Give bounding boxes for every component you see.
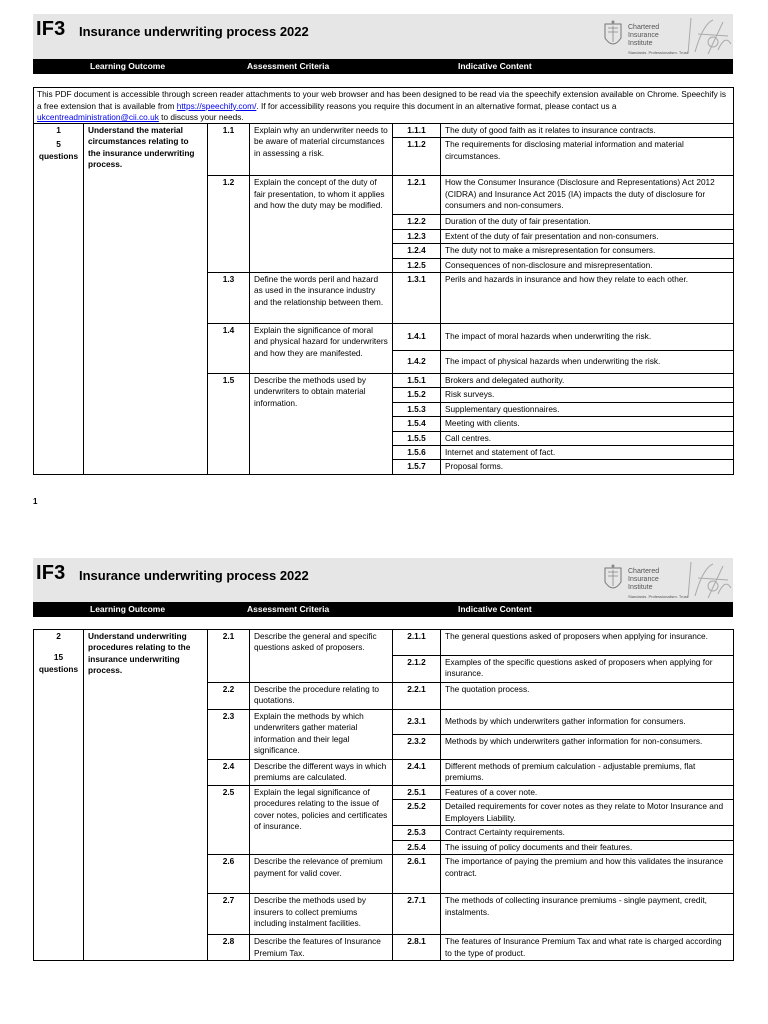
column-header-band	[33, 59, 733, 74]
learning-outcome-number	[34, 124, 84, 475]
content-number: 2.2.1	[393, 683, 441, 710]
content-number: 1.2.2	[393, 215, 441, 229]
criterion-text: Explain the significance of moral and physical hazard for underwriters and how they are manifested.	[250, 324, 393, 374]
content-text: The importance of paying the premium and how this validates the insurance contract.	[441, 855, 734, 894]
criterion-number: 2.3	[208, 710, 250, 760]
criterion-number: 2.7	[208, 894, 250, 935]
intro-notice	[33, 87, 734, 125]
content-text: The duty of good faith as it relates to insurance contracts.	[441, 124, 734, 138]
criterion-number: 2.2	[208, 683, 250, 710]
content-number: 2.4.1	[393, 760, 441, 786]
content-text: Detailed requirements for cover notes as they relate to Motor Insurance and Employers Liability.	[441, 800, 734, 826]
content-number: 2.7.1	[393, 894, 441, 935]
content-text: The issuing of policy documents and their features.	[441, 840, 734, 854]
content-number: 2.3.1	[393, 710, 441, 735]
content-number: 1.1.2	[393, 138, 441, 176]
decorative-sketch-icon	[683, 14, 733, 58]
learning-outcome-text: Understand the material circumstances relating to the insurance underwriting process.	[84, 124, 208, 475]
col-assessment-criteria: Assessment Criteria	[247, 604, 330, 614]
content-number: 1.5.1	[393, 374, 441, 388]
content-text: The duty not to make a misrepresentation for consumers.	[441, 244, 734, 258]
criterion-text: Define the words peril and hazard as used in the insurance industry and the relationship between them.	[250, 273, 393, 324]
criterion-text: Explain the concept of the duty of fair presentation, to whom it applies and how the duty may be modified.	[250, 176, 393, 273]
logo-line-2: Insurance	[628, 576, 659, 583]
lo-question-count: 15	[53, 652, 64, 663]
logo-tagline: Standards. Professionalism. Trust	[628, 594, 688, 599]
content-number: 1.3.1	[393, 273, 441, 324]
intro-text-2: . If for accessibility reasons you require this document in an alternative format, please contact us a	[256, 100, 617, 111]
col-learning-outcome: Learning Outcome	[90, 604, 166, 614]
content-number: 1.5.4	[393, 417, 441, 431]
content-number: 1.5.6	[393, 446, 441, 460]
content-text: The requirements for disclosing material information and material circumstances.	[441, 138, 734, 176]
criterion-text: Describe the general and specific questions asked of proposers.	[250, 630, 393, 683]
criterion-number: 1.3	[208, 273, 250, 324]
page-title: Insurance underwriting process 2022	[79, 24, 309, 39]
col-indicative-content: Indicative Content	[458, 61, 532, 71]
criterion-text: Explain why an underwriter needs to be aware of material circumstances in assessing a risk.	[250, 124, 393, 176]
logo-line-3: Institute	[628, 40, 653, 47]
cii-logo	[603, 562, 731, 600]
content-text: Call centres.	[441, 431, 734, 445]
content-number: 1.2.1	[393, 176, 441, 215]
content-text: Duration of the duty of fair presentation.	[441, 215, 734, 229]
content-number: 2.6.1	[393, 855, 441, 894]
content-number: 1.5.2	[393, 388, 441, 402]
syllabus-table-2	[33, 629, 734, 961]
content-text: Proposal forms.	[441, 460, 734, 474]
content-number: 1.2.4	[393, 244, 441, 258]
criterion-number: 2.8	[208, 935, 250, 961]
content-text: Brokers and delegated authority.	[441, 374, 734, 388]
criterion-text: Describe the methods used by insurers to collect premiums including instalment facilities.	[250, 894, 393, 935]
content-text: The quotation process.	[441, 683, 734, 710]
content-number: 1.5.3	[393, 402, 441, 416]
criterion-number: 2.6	[208, 855, 250, 894]
content-number: 1.2.3	[393, 229, 441, 243]
intro-text-1: This PDF document is accessible through screen reader attachments to your web browser and has been designed to be read via the speechify extension available on Chrome. Speechify is a free extension that is available from	[37, 89, 727, 111]
col-indicative-content: Indicative Content	[458, 604, 532, 614]
page-header	[33, 14, 733, 59]
content-text: Extent of the duty of fair presentation and non-consumers.	[441, 229, 734, 243]
content-number: 2.5.2	[393, 800, 441, 826]
page-title: Insurance underwriting process 2022	[79, 568, 309, 583]
content-text: The methods of collecting insurance premiums - single payment, credit, instalments.	[441, 894, 734, 935]
content-number: 2.3.2	[393, 735, 441, 760]
speechify-link[interactable]: https://speechify.com/	[176, 100, 257, 111]
lo-question-label: questions	[38, 150, 79, 161]
logo-tagline: Standards. Professionalism. Trust	[628, 50, 688, 55]
unit-code: IF3	[36, 562, 66, 584]
criterion-number: 2.5	[208, 786, 250, 855]
content-text: Meeting with clients.	[441, 417, 734, 431]
logo-line-2: Insurance	[628, 32, 659, 39]
logo-line-3: Institute	[628, 584, 653, 591]
criterion-number: 1.4	[208, 324, 250, 374]
content-text: The impact of physical hazards when underwriting the risk.	[441, 351, 734, 374]
content-number: 1.5.7	[393, 460, 441, 474]
content-text: Contract Certainty requirements.	[441, 826, 734, 840]
criterion-number: 2.1	[208, 630, 250, 683]
col-assessment-criteria: Assessment Criteria	[247, 61, 330, 71]
content-text: Features of a cover note.	[441, 786, 734, 800]
content-number: 1.4.1	[393, 324, 441, 351]
content-text: Examples of the specific questions asked of proposers when applying for insurance.	[441, 656, 734, 683]
lo-number: 2	[56, 631, 61, 641]
content-text: Consequences of non-disclosure and misrepresentation.	[441, 258, 734, 272]
criterion-text: Describe the methods used by underwriters to obtain material information.	[250, 374, 393, 475]
content-text: Different methods of premium calculation - adjustable premiums, flat premiums.	[441, 760, 734, 786]
content-text: Internet and statement of fact.	[441, 446, 734, 460]
content-text: Perils and hazards in insurance and how they relate to each other.	[441, 273, 734, 324]
content-text: The general questions asked of proposers when applying for insurance.	[441, 630, 734, 656]
decorative-sketch-icon	[683, 558, 733, 602]
cii-logo	[603, 18, 731, 56]
content-number: 2.8.1	[393, 935, 441, 961]
intro-text-3: to discuss your needs.	[158, 112, 244, 122]
criterion-text: Describe the relevance of premium payment for valid cover.	[250, 855, 393, 894]
criterion-number: 1.5	[208, 374, 250, 475]
content-text: The features of Insurance Premium Tax and what rate is charged according to the type of product.	[441, 935, 734, 961]
content-number: 1.2.5	[393, 258, 441, 272]
content-text: Risk surveys.	[441, 388, 734, 402]
lo-question-label: questions	[38, 663, 79, 674]
email-link[interactable]: ukcentreadministration@cii.co.uk	[37, 112, 159, 122]
learning-outcome-number	[34, 630, 84, 961]
criterion-text: Describe the procedure relating to quotations.	[250, 683, 393, 710]
lo-number: 1	[56, 125, 61, 135]
content-number: 2.1.2	[393, 656, 441, 683]
criterion-number: 1.2	[208, 176, 250, 273]
content-number: 2.5.3	[393, 826, 441, 840]
column-header-band	[33, 602, 733, 617]
logo-line-1: Chartered	[628, 24, 660, 31]
content-number: 2.1.1	[393, 630, 441, 656]
learning-outcome-text: Understand underwriting procedures relating to the insurance underwriting process.	[84, 630, 208, 961]
criterion-number: 2.4	[208, 760, 250, 786]
content-text: The impact of moral hazards when underwriting the risk.	[441, 324, 734, 351]
logo-line-1: Chartered	[628, 568, 660, 575]
content-number: 2.5.1	[393, 786, 441, 800]
unit-code: IF3	[36, 18, 66, 40]
criterion-text: Explain the methods by which underwriters gather material information and their legal significance.	[250, 710, 393, 760]
content-number: 1.4.2	[393, 351, 441, 374]
criterion-number: 1.1	[208, 124, 250, 176]
content-text: Methods by which underwriters gather information for consumers.	[441, 710, 734, 735]
page-header	[33, 558, 733, 603]
criterion-text: Describe the features of Insurance Premium Tax.	[250, 935, 393, 961]
page-number: 1	[33, 497, 38, 506]
content-text: Supplementary questionnaires.	[441, 402, 734, 416]
lo-question-count: 5	[56, 139, 61, 150]
content-number: 2.5.4	[393, 840, 441, 854]
criterion-text: Describe the different ways in which premiums are calculated.	[250, 760, 393, 786]
col-learning-outcome: Learning Outcome	[90, 61, 166, 71]
content-text: Methods by which underwriters gather information for non-consumers.	[441, 735, 734, 760]
crest-icon	[603, 20, 623, 52]
crest-icon	[603, 564, 623, 596]
criterion-text: Explain the legal significance of procedures relating to the issue of cover notes, policies and certificates of insurance.	[250, 786, 393, 855]
content-text: How the Consumer Insurance (Disclosure and Representations) Act 2012 (CIDRA) and Insurance Act 2015 (IA) impacts the duty of disclosure for consumers and non-consumers.	[441, 176, 734, 215]
content-number: 1.1.1	[393, 124, 441, 138]
content-number: 1.5.5	[393, 431, 441, 445]
syllabus-table-1	[33, 123, 734, 475]
